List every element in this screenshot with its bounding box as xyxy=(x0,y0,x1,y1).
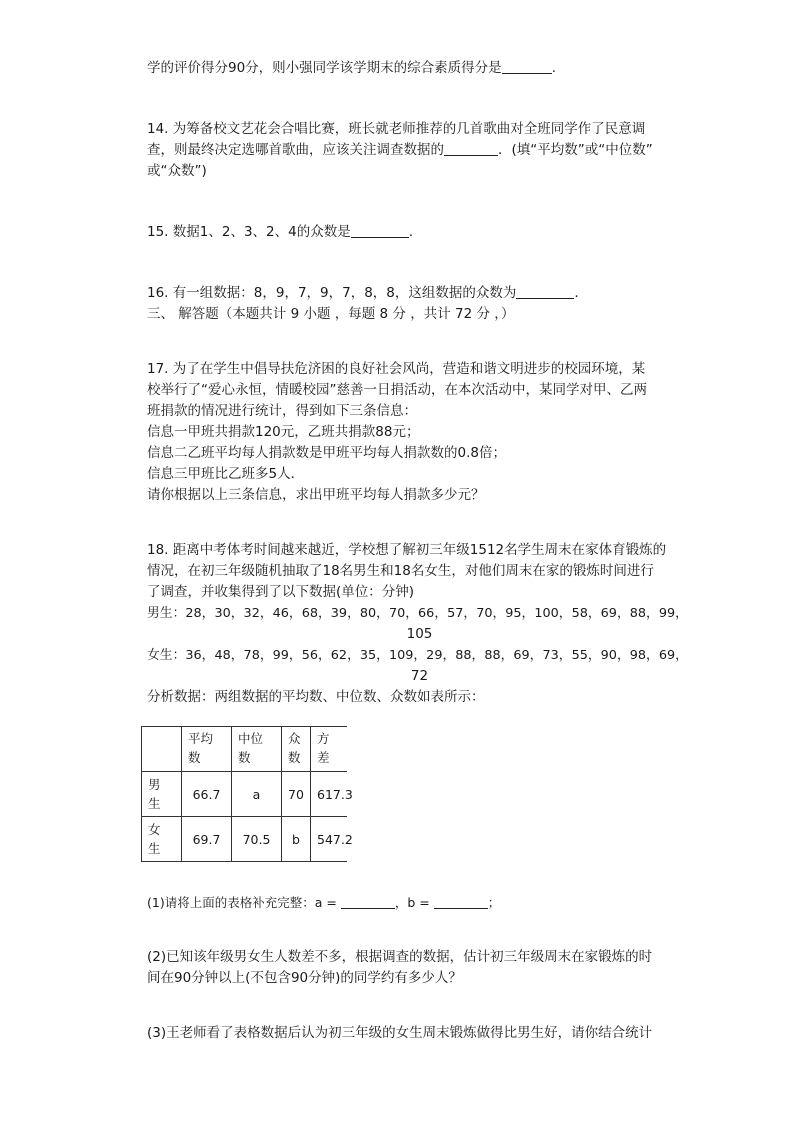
sub-question-1: (1)请将上面的表格补充完整：a = ，b = ； xyxy=(147,895,501,910)
cell-variance: 547.2 xyxy=(311,817,348,862)
answer-blank[interactable] xyxy=(502,59,552,74)
question-18: 18. 距离中考体考时间越来越近，学校想了解初三年级1512名学生周末在家体育锻炼的 情况，在初三年级随机抽取了18名男生和18名女生，对他们周末在家的锻炼时间进行 了调查，并收集得到了以下数据(单位：分钟) 男生：28，30，32，46，68，39，80，70，66，57，70，95，100，58，69，88，99， 105 女生：36，48，78，99，56，62，35，109，29，88，88，69，73，55，90，98，69， 72 分析数据：两组数据的平均数、中位数、众数如表所示： 平均 数 中位 数 众 数 方 差 男 生 66.7 a 70 617.3 女 生 69.7 70.5 b 547.2 (1)请将上面的表格补充完整：a = ，b = ； (2)已知该年级男女生人数差不多，根据调查的数据，估计初三年级周末在家锻炼的时 间在90分钟以上(不包含90分钟)的同学约有多少人？ (3)王老师看了表格数据后认为初三年级的女生周末锻炼做得比男生好，请你结合统计 xyxy=(147,540,692,1044)
boys-data: 男生：28，30，32，46，68，39，80，70，66，57，70，95，100，58，69，88，99， xyxy=(147,606,688,621)
header-median: 中位 数 xyxy=(232,727,282,772)
sub-question-2-line1: (2)已知该年级男女生人数差不多，根据调查的数据，估计初三年级周末在家锻炼的时 xyxy=(147,949,653,965)
row-label-boys: 男 生 xyxy=(142,772,182,817)
table-corner-cell xyxy=(142,727,182,772)
stats-table xyxy=(141,726,353,862)
header-variance: 方 差 xyxy=(311,727,348,772)
cell-variance: 617.3 xyxy=(311,772,348,817)
header-mode: 众 数 xyxy=(282,727,311,772)
girls-data: 女生：36，48，78，99，56，62，35，109，29，88，88，69，73，55，90，98，69， xyxy=(147,648,688,663)
header-mean: 平均 数 xyxy=(182,727,232,772)
girls-data-tail: 72 xyxy=(410,668,429,684)
row-label-girls: 女 生 xyxy=(142,817,182,862)
section-3-heading: 三、 解答题（本题共计 9 小题 ，每题 8 分 ，共计 72 分 ，） xyxy=(147,306,515,322)
q13-tail: 学的评价得分90分，则小强同学该学期末的综合素质得分是 . xyxy=(147,60,556,76)
table-row xyxy=(142,772,348,817)
boys-data-tail: 105 xyxy=(406,626,433,642)
answer-blank-b[interactable] xyxy=(434,894,488,909)
cell-median: a xyxy=(232,772,282,817)
answer-blank[interactable] xyxy=(351,223,409,238)
question-16: 16. 有一组数据：8，9，7，9，7，8，8，这组数据的众数为 . xyxy=(147,285,579,301)
document-page xyxy=(147,58,692,1044)
answer-blank[interactable] xyxy=(444,141,498,156)
table-row xyxy=(142,817,348,862)
question-17: 17. 为了在学生中倡导扶危济困的良好社会风尚，营造和谐文明进步的校园环境，某 校举行了“爱心永恒，情暖校园”慈善一日捐活动，在本次活动中，某同学对甲、乙两 班捐款的情况进行统计，得到如下三条信息： 信息一甲班共捐款120元，乙班共捐款88元； 信息二乙班平均每人捐款数是甲班平均每人捐款数的0.8倍； 信息三甲班比乙班多5人． 请你根据以上三条信息，求出甲班平均每人捐款多少元？ xyxy=(147,361,647,503)
cell-median: 70.5 xyxy=(232,817,282,862)
sub-question-2-line2: 间在90分钟以上(不包含90分钟)的同学约有多少人？ xyxy=(147,970,462,986)
analysis-text: 分析数据：两组数据的平均数、中位数、众数如表所示： xyxy=(147,689,485,705)
cell-mode: 70 xyxy=(282,772,311,817)
answer-blank[interactable] xyxy=(516,284,574,299)
answer-blank-a[interactable] xyxy=(341,894,395,909)
table-header-row xyxy=(142,727,348,772)
cell-mean: 69.7 xyxy=(182,817,232,862)
cell-mean: 66.7 xyxy=(182,772,232,817)
cell-mode: b xyxy=(282,817,311,862)
sub-question-3-line1: (3)王老师看了表格数据后认为初三年级的女生周末锻炼做得比男生好，请你结合统计 xyxy=(147,1025,653,1041)
question-14: 14. 为筹备校文艺花会合唱比赛，班长就老师推荐的几首歌曲对全班同学作了民意调 查，则最终决定选哪首歌曲，应该关注调查数据的 ．(填“平均数”或“中位数” 或“众数”) xyxy=(147,121,653,179)
question-15: 15. 数据1、2、3、2、4的众数是 . xyxy=(147,224,414,240)
